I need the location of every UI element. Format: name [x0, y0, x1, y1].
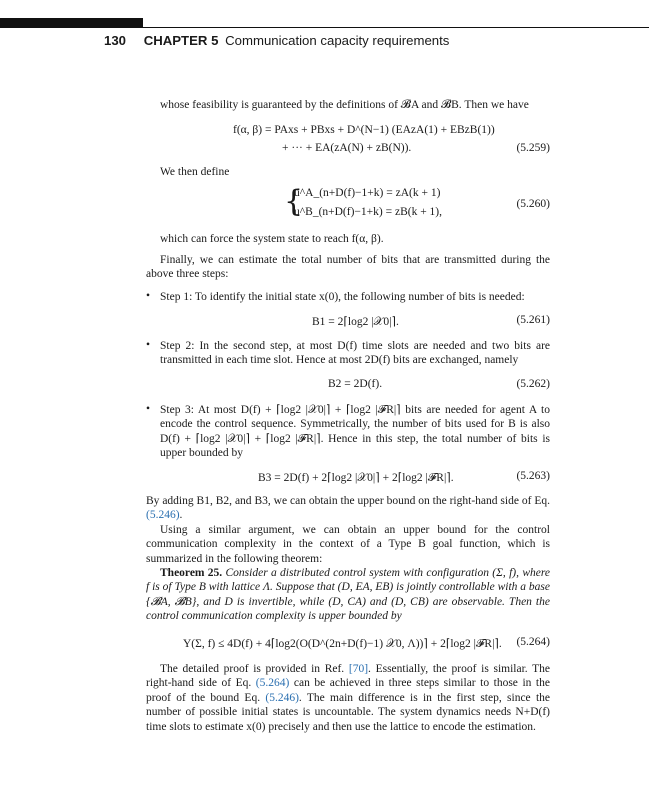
equation-5264: Y(Σ, f) ≤ 4D(f) + 4⌈log2(O(D^(2n+D(f)−1) 𝒳0, Λ))⌉ + 2⌈log2 |𝓕R|⌉. — [183, 638, 502, 650]
equation-5261: B1 = 2⌈log2 |𝒳0|⌉. — [312, 316, 399, 328]
equation-number-5264: (5.264) — [516, 636, 550, 648]
paragraph-finally: Finally, we can estimate the total number of bits that are transmitted during the above three steps: — [146, 254, 550, 281]
equation-number-5260: (5.260) — [516, 198, 550, 210]
chapter-title: Communication capacity requirements — [225, 33, 450, 48]
brace-symbol: { — [284, 184, 304, 219]
equation-5260-line2: u^B_(n+D(f)−1+k) = zB(k + 1), — [294, 206, 443, 218]
theorem-text: Consider a distributed control system with configuration (Σ, f), where f is of Type B with lattice Λ. Suppose that (D, EA, EB) is jointly controllable with a base {𝓑A, 𝓑B}, and D is invertible, while (D, CA) and (D, CB) are observable. Then the control communication complexity is upper bounded by — [146, 567, 550, 623]
theorem-label: Theorem 25. — [160, 567, 223, 579]
equation-number-5261: (5.261) — [516, 314, 550, 326]
equation-number-5263: (5.263) — [516, 470, 550, 482]
ref-70-link[interactable]: [70] — [348, 663, 369, 675]
detailed-text-3: can be achieved in three steps similar to those in the proof of the bound Eq. — [146, 677, 550, 704]
equation-5259-line1: f(α, β) = PAxs + PBxs + D^(N−1) (EAzA(1) + EBzB(1)) — [233, 124, 495, 136]
bullet-1: • — [146, 290, 151, 302]
paragraph-detailed — [146, 662, 550, 734]
equation-number-5259: (5.259) — [516, 142, 550, 154]
header-rule — [143, 27, 649, 28]
page-number: 130 — [104, 33, 127, 48]
bullet-3: • — [146, 403, 151, 415]
paragraph-which: which can force the system state to reach f(α, β). — [160, 233, 384, 245]
equation-5262: B2 = 2D(f). — [328, 378, 383, 390]
running-header — [104, 33, 449, 48]
paragraph-whose: whose feasibility is guaranteed by the definitions of 𝓑A and 𝓑B. Then we have — [160, 99, 529, 111]
paragraph-adding — [146, 494, 550, 523]
equation-5260-line1: u^A_(n+D(f)−1+k) = zA(k + 1) — [294, 187, 441, 199]
detailed-text-1: The detailed proof is provided in Ref. — [160, 663, 349, 675]
paragraph-using: Using a similar argument, we can obtain an upper bound for the control communication complexity in the context of a Type B goal function, which is summarized in the following theorem: — [146, 524, 550, 565]
paragraph-define: We then define — [160, 166, 230, 178]
equation-number-5262: (5.262) — [516, 378, 550, 390]
ref-5246-link[interactable]: (5.246) — [146, 509, 180, 522]
chapter-label: CHAPTER 5 — [143, 33, 219, 48]
detailed-text-2: . Essentially, the proof is similar. The right-hand side of Eq. — [146, 663, 550, 690]
step-1-text: Step 1: To identify the initial state x(0), the following number of bits is needed: — [160, 291, 525, 303]
step-3-text: Step 3: At most D(f) + ⌈log2 |𝒳0|⌉ + ⌈log2 |𝓕R|⌉ bits are needed for agent A to encode the control sequence. Symmetrically, the number of bits used for B is also D(f) + ⌈log2 |𝒳0|⌉ + ⌈log2 |𝓕R|⌉. Hence in this step, the total number of bits is upper bounded by — [160, 404, 550, 460]
theorem-25 — [146, 566, 550, 624]
detailed-text-4: . The main difference is in the first step, since the number of possible initial states is uncountable. The system dynamics needs N+D(f) time slots to estimate x(0) precisely and then use the lattice to encode the estimation. — [146, 691, 550, 733]
equation-5263: B3 = 2D(f) + 2⌈log2 |𝒳0|⌉ + 2⌈log2 |𝓕R|⌉. — [258, 472, 454, 484]
adding-text: By adding B1, B2, and B3, we can obtain the upper bound on the right-hand side of Eq. — [146, 495, 550, 507]
step-2-text: Step 2: In the second step, at most D(f) time slots are needed and two bits are transmitted in each time slot. Hence at most 2D(f) bits are exchanged, namely — [160, 340, 550, 367]
header-bar — [0, 18, 143, 28]
adding-end: . — [179, 509, 183, 522]
ref-5264-link[interactable]: (5.264) — [255, 677, 290, 690]
bullet-2: • — [146, 339, 151, 351]
equation-5259-line2: + ··· + EA(zA(N) + zB(N)). — [282, 142, 412, 154]
ref-5246-link-2[interactable]: (5.246) — [265, 691, 299, 704]
